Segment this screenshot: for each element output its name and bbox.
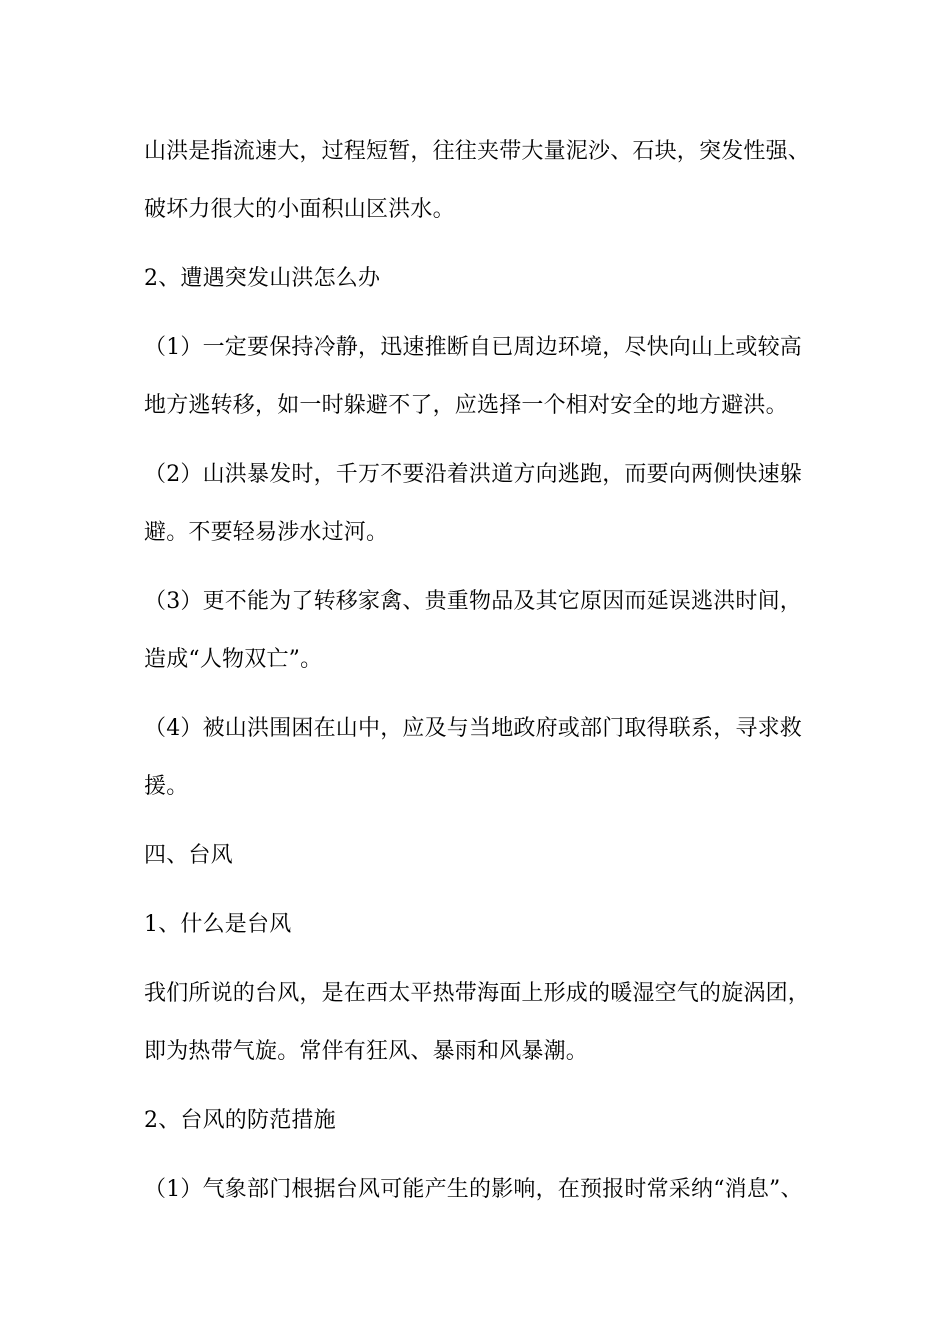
section-heading: 2、台风的防范措施 <box>144 1108 336 1133</box>
paragraph-line: （4）被山洪围困在山中，应及与当地政府或部门取得联系，寻求救 <box>144 716 802 741</box>
paragraph-line: 我们所说的台风，是在西太平热带海面上形成的暖湿空气的旋涡团， <box>144 981 811 1006</box>
paragraph-line: 援。 <box>144 774 189 799</box>
paragraph-line: （1）气象部门根据台风可能产生的影响，在预报时常采纳“消息”、 <box>144 1177 803 1202</box>
paragraph-line: 造成“人物双亡”。 <box>144 647 323 672</box>
paragraph-line: 地方逃转移，如一时躲避不了，应选择一个相对安全的地方避洪。 <box>144 393 788 418</box>
paragraph-line: 即为热带气旋。常伴有狂风、暴雨和风暴潮。 <box>144 1039 589 1064</box>
paragraph-line: （1）一定要保持冷静，迅速推断自已周边环境，尽快向山上或较高 <box>144 335 802 360</box>
paragraph-line: （2）山洪暴发时，千万不要沿着洪道方向逃跑，而要向两侧快速躲 <box>144 462 802 487</box>
section-heading: 四、台风 <box>144 843 233 868</box>
paragraph-line: （3）更不能为了转移家禽、贵重物品及其它原因而延误逃洪时间， <box>144 589 802 614</box>
section-heading: 1、什么是台风 <box>144 912 292 937</box>
paragraph-line: 避。不要轻易涉水过河。 <box>144 520 389 545</box>
paragraph-line: 山洪是指流速大，过程短暂，往往夹带大量泥沙、石块，突发性强、 <box>144 139 811 164</box>
section-heading: 2、遭遇突发山洪怎么办 <box>144 266 381 291</box>
paragraph-line: 破坏力很大的小面积山区洪水。 <box>144 197 455 222</box>
